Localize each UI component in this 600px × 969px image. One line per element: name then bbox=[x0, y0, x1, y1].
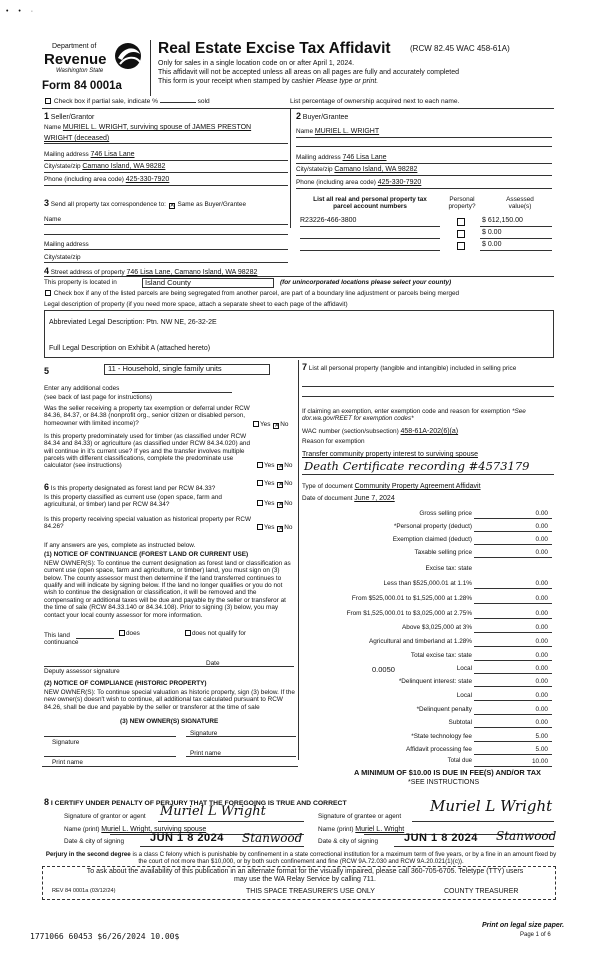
buyer-city: Camano Island, WA 98282 bbox=[334, 166, 418, 173]
section5-q1-answer: Yes ✕ No bbox=[252, 421, 288, 429]
dept-line1: Department of bbox=[52, 43, 97, 50]
located-note: (for unincorporated locations please select your county) bbox=[280, 279, 452, 286]
grantee-sig-label: Signature of grantee or agent bbox=[318, 813, 402, 820]
does-option: does bbox=[118, 630, 140, 637]
section5-q1: Was the seller receiving a property tax exemption or deferral under RCW 84.36, 84.37, or 84.38 (nonprofit org., senior citizen or disabled person, homeowner with limited income)? bbox=[44, 405, 250, 427]
section6-q1: 6 Is this property designated as forest land per RCW 84.33? bbox=[44, 482, 216, 492]
personal-prop-checkbox-2[interactable] bbox=[457, 230, 465, 238]
reason-label: Reason for exemption bbox=[302, 438, 365, 445]
this-land-label: This land continuance bbox=[44, 632, 79, 647]
grantor-sig-label: Signature of grantor or agent bbox=[64, 813, 146, 820]
does-checkbox[interactable] bbox=[119, 630, 125, 636]
q2-no-checkbox[interactable] bbox=[277, 464, 283, 470]
s6-q1-yes-checkbox[interactable] bbox=[257, 480, 263, 486]
treasurer-use-only: THIS SPACE TREASURER'S USE ONLY bbox=[246, 888, 375, 895]
s6-q2-yes-checkbox[interactable] bbox=[257, 500, 263, 506]
tax-subtotal: Subtotal 0.00 bbox=[300, 719, 552, 729]
grantee-name: Muriel L. Wright bbox=[355, 826, 405, 833]
section6-q2: Is this property classified as current use (open space, farm and agricultural, or timber) land per RCW 84.34? bbox=[44, 494, 222, 509]
q2-yes-checkbox[interactable] bbox=[257, 462, 263, 468]
personal-prop-checkbox-1[interactable] bbox=[457, 218, 465, 226]
parcel-number: R23226-466-3800 bbox=[300, 217, 357, 224]
tax-local: Local 0.00 bbox=[300, 665, 552, 675]
scan-dots: • • · bbox=[6, 8, 38, 15]
tax-rate-1: Less than $525,000.01 at 1.1% 0.00 bbox=[300, 580, 552, 590]
s6-q3-no-checkbox[interactable] bbox=[277, 526, 283, 532]
legal-desc-1: Abbreviated Legal Description: Ptn. NW NE, 26-32-2E bbox=[49, 319, 217, 326]
q1-yes-checkbox[interactable] bbox=[253, 421, 259, 427]
tax-exemption: Exemption claimed (deduct) 0.00 bbox=[300, 536, 552, 546]
buyer-heading: 2 Buyer/Grantee bbox=[296, 111, 349, 121]
buyer-name-row: Name MURIEL L. WRIGHT bbox=[296, 128, 380, 135]
doc-type-row: Type of document Community Property Agreement Affidavit bbox=[302, 483, 481, 490]
buyer-name: MURIEL L. WRIGHT bbox=[314, 128, 380, 135]
tax-penalty: *Delinquent penalty 0.00 bbox=[300, 706, 552, 716]
property-street: 746 Lisa Lane, Camano Island, WA 98282 bbox=[126, 269, 258, 276]
seller-city-row: City/state/zip Camano Island, WA 98282 bbox=[44, 163, 166, 170]
grantor-city: Stanwood bbox=[242, 831, 303, 845]
doc-type: Community Property Agreement Affidavit bbox=[354, 483, 481, 490]
assessed-value-2: $ 0.00 bbox=[482, 229, 502, 236]
legal-desc-2: Full Legal Description on Exhibit A (attached hereto) bbox=[49, 345, 211, 352]
doc-date-row: Date of document June 7, 2024 bbox=[302, 495, 395, 502]
dept-line2: Revenue bbox=[44, 51, 107, 68]
tax-total-due: Total due 10.00 bbox=[300, 758, 552, 768]
grantor-name-row: Name (print) Muriel L. Wright, surviving spouse bbox=[64, 826, 207, 833]
receipt-stamp: 1771066 60453 $6/26/2024 10.00$ bbox=[30, 932, 180, 941]
tax-personal: *Personal property (deduct) 0.00 bbox=[300, 523, 552, 533]
seller-mailing-row: Mailing address 746 Lisa Lane bbox=[44, 151, 135, 158]
section3-city-label: City/state/zip bbox=[44, 254, 81, 261]
section6-intro: If any answers are yes, complete as instructed below. bbox=[44, 542, 196, 549]
owner-print-label-2: Print name bbox=[190, 750, 221, 757]
tax-local-2: Local 0.00 bbox=[300, 692, 552, 702]
addl-codes-note: (see back of last page for instructions) bbox=[44, 394, 152, 401]
s6-q3-yes-checkbox[interactable] bbox=[257, 524, 263, 530]
tax-rate-5: Agricultural and timberland at 1.28% 0.00 bbox=[300, 638, 552, 648]
section6-q2-answer: Yes ✕ No bbox=[256, 500, 292, 508]
pct-ownership-note: List percentage of ownership acquired next to each name. bbox=[290, 98, 460, 105]
wac-row: WAC number (section/subsection) 458-61A-202(6)(a) bbox=[302, 428, 459, 435]
s6-q1-no-checkbox[interactable] bbox=[277, 482, 283, 488]
dor-swirl-icon bbox=[110, 40, 146, 72]
tax-tech-fee: *State technology fee 5.00 bbox=[300, 733, 552, 743]
header-note-2: This affidavit will not be accepted unless all areas on all pages are fully and accurately completed bbox=[158, 69, 460, 76]
rev-number: REV 84 0001a (03/12/24) bbox=[52, 888, 116, 894]
exempt-reason: Transfer community property interest to surviving spouse bbox=[302, 451, 478, 458]
buyer-phone: 425-330-7920 bbox=[377, 179, 422, 186]
see-instructions: *SEE INSTRUCTIONS bbox=[408, 779, 480, 786]
land-use-code-select[interactable]: 11 - Household, single family units bbox=[104, 364, 270, 375]
buyer-mailing-row: Mailing address 746 Lisa Lane bbox=[296, 154, 387, 161]
q1-no-checkbox[interactable] bbox=[273, 423, 279, 429]
same-as-buyer-checkbox[interactable] bbox=[169, 203, 175, 209]
deputy-sig-label: Deputy assessor signature bbox=[44, 668, 120, 675]
seller-name-2: WRIGHT (deceased) bbox=[44, 135, 110, 142]
owner-print-label-1: Print name bbox=[52, 759, 83, 766]
tax-total-state: Total excise tax: state 0.00 bbox=[300, 652, 552, 662]
grantee-city: Stanwood bbox=[496, 829, 557, 843]
partial-sale-checkbox[interactable] bbox=[45, 98, 51, 104]
buyer-phone-row: Phone (including area code) 425-330-7920 bbox=[296, 179, 422, 186]
grantor-date-label: Date & city of signing bbox=[64, 838, 125, 845]
continuance-text: NEW OWNER(S): To continue the current designation as forest land or classification as current use (open space, farm and agriculture, or timber) land, you must sign on (3) below. The county assessor must then determine if the land transferred continues to qualify and will indicate by signing below. If the land no longer qualifies or you do not wish to continue the designation or classification, it will be removed and the compensating or additional taxes will be due and payable by the seller or transferor at the time of sale (RCW 84.33.140 or 84.34.108). Prior to signing (3) below, you may contact your local county assessor for more information. bbox=[44, 560, 291, 619]
grantee-date-label: Date & city of signing bbox=[318, 838, 379, 845]
local-rate: 0.0050 bbox=[372, 665, 395, 674]
tax-affidavit-fee: Affidavit processing fee 5.00 bbox=[300, 746, 552, 756]
certify-text: 8 I CERTIFY UNDER PENALTY OF PERJURY THAT THE FOREGOING IS TRUE AND CORRECT bbox=[44, 797, 347, 807]
dept-line3: Washington State bbox=[56, 68, 104, 74]
tax-delinq-state: *Delinquent interest: state 0.00 bbox=[300, 678, 552, 688]
deputy-date-label: Date bbox=[206, 660, 220, 667]
grantor-name: Muriel L. Wright, surviving spouse bbox=[101, 826, 207, 833]
seller-mailing: 746 Lisa Lane bbox=[90, 151, 135, 158]
segregated-checkbox[interactable] bbox=[45, 290, 51, 296]
grantor-date-stamp: JUN 1 8 2024 bbox=[150, 832, 224, 844]
grantee-name-row: Name (print) Muriel L. Wright bbox=[318, 826, 405, 833]
section5-q2: Is this property predominately used for timber (as classified under RCW 84.34 and 84.33) or agriculture (as classified under RCW 84.34.020) and will continue in it's current use? If yes and the transfer involves multiple parcels with different classifications, complete the predominate use calculator (see instructions) bbox=[44, 433, 251, 470]
section3-mailing-label: Mailing address bbox=[44, 241, 89, 248]
s6-q2-no-checkbox[interactable] bbox=[277, 502, 283, 508]
parcel-head-3: Assessed value(s) bbox=[506, 196, 534, 211]
section5-num: 5 bbox=[44, 366, 50, 376]
seller-city: Camano Island, WA 98282 bbox=[82, 163, 166, 170]
historic-text: NEW OWNER(S): To continue special valuation as historic property, sign (3) below. If the new owner(s) doesn't wish to continue, all additional tax calculated pursuant to RCW 84.26, shall be due and payable by the seller or transferor at the time of sale bbox=[44, 689, 295, 711]
tax-rate-3: From $1,525,000.01 to $3,025,000 at 2.75% 0.00 bbox=[300, 610, 552, 620]
tax-state-label: Excise tax: state bbox=[425, 565, 472, 572]
section7-text: 7 List all personal property (tangible and intangible) included in selling price bbox=[302, 362, 517, 372]
section6-q1-answer: Yes ✕ No bbox=[256, 480, 292, 488]
perjury-notice: Perjury in the second degree is a class C felony which is punishable by confinement in a state correctional institution for a maximum term of five years, or by a fine in an amount fixed by the court of not more than $10,000, or by both such confinement and fine (RCW 9A.72.030 and RCW 9A.20.021(1)(c)). bbox=[45, 851, 557, 866]
section5-q2-answer: Yes ✕ No bbox=[256, 462, 292, 470]
buyer-mailing: 746 Lisa Lane bbox=[342, 154, 387, 161]
does-not-checkbox[interactable] bbox=[185, 630, 191, 636]
addl-codes-label: Enter any additional codes bbox=[44, 385, 120, 392]
seller-heading: 1 Seller/Grantor bbox=[44, 111, 95, 121]
partial-sale-row: Check box if partial sale, indicate % sold bbox=[44, 98, 210, 106]
exempt-text: If claiming an exemption, enter exemption code and reason for exemption *See dor.wa.gov/REET for exemption codes* bbox=[302, 408, 526, 423]
wac-number: 458-61A-202(6)(a) bbox=[400, 428, 459, 435]
segregated-row: Check box if any of the listed parcels are being segregated from another parcel, are part of a boundary line adjustment or parcels being merged bbox=[44, 290, 556, 297]
grantee-signature: Muriel L Wright bbox=[430, 797, 553, 815]
form-title: Real Estate Excise Tax Affidavit bbox=[158, 40, 391, 57]
legal-description-box[interactable] bbox=[44, 310, 554, 358]
new-owner-sig-title: (3) NEW OWNER(S) SIGNATURE bbox=[120, 718, 219, 725]
continuance-title: (1) NOTICE OF CONTINUANCE (FOREST LAND OR CURRENT USE) bbox=[44, 551, 249, 558]
tax-taxable: Taxable selling price 0.00 bbox=[300, 549, 552, 559]
legal-label: Legal description of property (if you need more space, attach a separate sheet to each page of the affidavit) bbox=[44, 301, 348, 308]
section4-street-row: 4 Street address of property 746 Lisa Lane, Camano Island, WA 98282 bbox=[44, 266, 258, 276]
section6-q3: Is this property receiving special valuation as historical property per RCW 84.26? bbox=[44, 516, 252, 531]
historic-title: (2) NOTICE OF COMPLIANCE (HISTORIC PROPERTY) bbox=[44, 680, 207, 687]
section6-q3-answer: Yes ✕ No bbox=[256, 524, 292, 532]
death-cert-handwritten: Death Certificate recording #4573179 bbox=[304, 459, 530, 473]
does-not-option: does not qualify for bbox=[184, 630, 246, 637]
doc-date: June 7, 2024 bbox=[354, 495, 395, 502]
county-select[interactable]: Island County bbox=[142, 278, 274, 288]
seller-name-row: Name MURIEL L. WRIGHT, surviving spouse of JAMES PRESTON bbox=[44, 124, 252, 131]
header-note-3: This form is your receipt when stamped by cashier Please type or print. bbox=[158, 78, 379, 85]
owner-sig-label-1: Signature bbox=[52, 739, 80, 746]
min-due-notice: A MINIMUM OF $10.00 IS DUE IN FEE(S) AND/OR TAX bbox=[354, 768, 541, 777]
legal-paper-note: Print on legal size paper. bbox=[482, 922, 565, 929]
tax-rate-2: From $525,000.01 to $1,525,000 at 1.28% 0.00 bbox=[300, 595, 552, 605]
section3-name-label: Name bbox=[44, 216, 62, 223]
assessed-value-1: $ 612,150.00 bbox=[482, 217, 523, 224]
seller-phone: 425-330-7920 bbox=[125, 176, 170, 183]
buyer-city-row: City/state/zip Camano Island, WA 98282 bbox=[296, 166, 418, 173]
county-treasurer: COUNTY TREASURER bbox=[444, 888, 519, 895]
personal-prop-checkbox-3[interactable] bbox=[457, 242, 465, 250]
seller-name: MURIEL L. WRIGHT, surviving spouse of JAMES PRESTON bbox=[62, 124, 252, 131]
grantee-date-stamp: JUN 1 8 2024 bbox=[404, 832, 478, 844]
section3-heading: 3 Send all property tax correspondence to: ✕ Same as Buyer/Grantee bbox=[44, 198, 246, 209]
tax-gross: Gross selling price 0.00 bbox=[300, 510, 552, 520]
accessibility-notice: To ask about the availability of this publication in an alternate format for the visually impaired, please call 360-705-6705. Teletype (TTY) users may use the WA Relay Service by calling 711. bbox=[86, 868, 524, 884]
form-title-ref: (RCW 82.45 WAC 458-61A) bbox=[410, 44, 510, 53]
section4-located-row: This property is located in bbox=[44, 279, 117, 286]
header-note-1: Only for sales in a single location code on or after April 1, 2024. bbox=[158, 60, 355, 67]
parcel-head-1: List all real and personal property tax parcel account numbers bbox=[313, 196, 427, 211]
parcel-head-2: Personal property? bbox=[448, 196, 476, 211]
owner-sig-label-2: Signature bbox=[190, 730, 218, 737]
grantor-signature: Muriel L Wright bbox=[160, 804, 266, 819]
page-number: Page 1 of 6 bbox=[520, 932, 551, 938]
assessed-value-3: $ 0.00 bbox=[482, 241, 502, 248]
form-number: Form 84 0001a bbox=[42, 80, 122, 92]
seller-phone-row: Phone (including area code) 425-330-7920 bbox=[44, 176, 170, 183]
tax-rate-4: Above $3,025,000 at 3% 0.00 bbox=[300, 624, 552, 634]
